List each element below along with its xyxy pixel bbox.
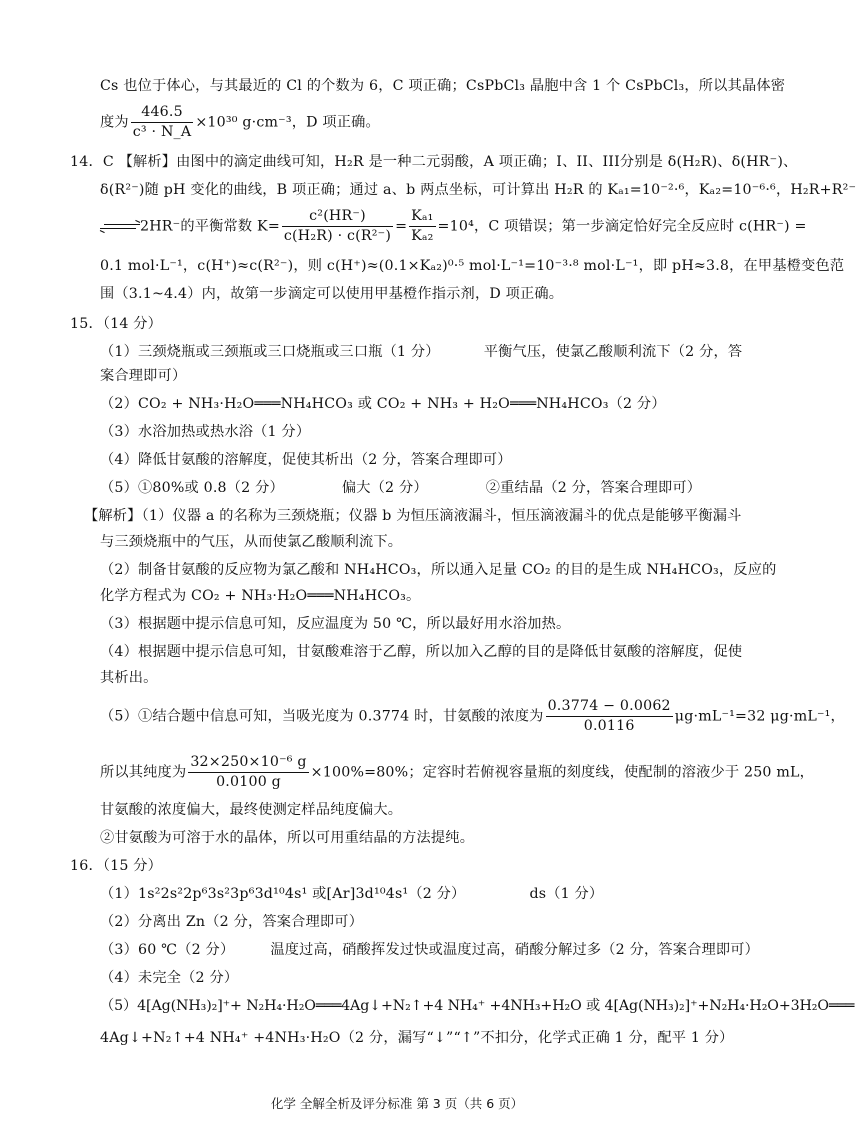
k-fraction xyxy=(282,208,393,245)
fraction-denominator: 0.0100 g xyxy=(216,774,281,790)
q14-line-2: δ(R²⁻)随 pH 变化的曲线，B 项正确；通过 a、b 两点坐标，可计算出 H₂R 的 Kₐ₁=10⁻²·⁶，Kₐ₂=10⁻⁶·⁶，H₂R+R²⁻ xyxy=(100,182,856,198)
ka-fraction xyxy=(409,208,435,245)
explanation-4-cont: 其析出。 xyxy=(100,670,158,686)
text-fragment: （3）60 ℃（2 分） xyxy=(100,942,235,958)
text-fragment: 温度过高，硝酸挥发过快或温度过高，硝酸分解过多（2 分，答案合理即可） xyxy=(270,942,760,958)
fraction-numerator: 446.5 xyxy=(131,104,194,123)
q14-line-5: 围（3.1~4.4）内，故第一步滴定可以使用甲基橙作指示剂，D 项正确。 xyxy=(100,286,564,302)
q16-answer-1 xyxy=(100,884,603,904)
explanation-2-cont: 化学方程式为 CO₂ + NH₃·H₂O═══NH₄HCO₃。 xyxy=(100,588,421,604)
text-fragment: ×100%=80%；定容时若俯视容量瓶的刻度线，使配制的溶液少于 250 mL， xyxy=(310,764,815,781)
explanation-5-c: 甘氨酸的浓度偏大，最终使测定样品纯度偏大。 xyxy=(100,802,403,818)
text-fragment: （5）①结合题中信息可知，当吸光度为 0.3774 时，甘氨酸的浓度为 xyxy=(100,708,544,725)
explanation-2: （2）制备甘氨酸的反应物为氯乙酸和 NH₄HCO₃，所以通入足量 CO₂ 的目的是生成 NH₄HCO₃，反应的 xyxy=(100,562,777,578)
text-fragment: = xyxy=(395,218,408,235)
explanation-3: （3）根据题中提示信息可知，反应温度为 50 ℃，所以最好用水浴加热。 xyxy=(100,616,571,632)
fraction-denominator: c(H₂R) · c(R²⁻) xyxy=(283,228,392,244)
fraction-numerator: c²(HR⁻) xyxy=(282,208,393,227)
q15-answer-2: （2）CO₂ + NH₃·H₂O═══NH₄HCO₃ 或 CO₂ + NH₃ + H₂O═══NH₄HCO₃（2 分） xyxy=(100,396,666,412)
explanation-1: 【解析】（1）仪器 a 的名称为三颈烧瓶；仪器 b 为恒压滴液漏斗，恒压滴液漏斗的优点是能够平衡漏斗 xyxy=(84,508,742,524)
text-fragment: ②重结晶（2 分，答案合理即可） xyxy=(485,480,702,496)
explanation-1-cont: 与三颈烧瓶中的气压，从而使氯乙酸顺利流下。 xyxy=(100,534,403,550)
fraction-denominator: Kₐ₂ xyxy=(411,228,434,244)
text-fragment: （5）①80%或 0.8（2 分） xyxy=(100,480,284,496)
fraction-denominator: 0.0116 xyxy=(583,718,635,734)
text-fragment: 平衡气压，使氯乙酸顺利流下（2 分，答 xyxy=(483,344,743,360)
purity-fraction xyxy=(188,754,308,791)
q15-answer-3: （3）水浴加热或热水浴（1 分） xyxy=(100,424,311,440)
text-fragment: 偏大（2 分） xyxy=(341,480,428,496)
text-fragment: 度为 xyxy=(100,114,129,131)
concentration-fraction xyxy=(546,698,673,735)
q16-answer-3 xyxy=(100,940,759,960)
q15-answer-1-cont: 案合理即可） xyxy=(100,368,187,384)
density-line xyxy=(100,104,380,141)
q16-heading: 16．（15 分） xyxy=(70,858,163,874)
q14-line-4: 0.1 mol·L⁻¹，c(H⁺)≈c(R²⁻)，则 c(H⁺)≈(0.1×Kₐ₂)⁰·⁵ mol·L⁻¹=10⁻³·⁸ mol·L⁻¹，即 pH≈3.8，在甲基橙变色范 xyxy=(100,258,845,274)
q16-answer-2: （2）分离出 Zn（2 分，答案合理即可） xyxy=(100,914,364,930)
page-footer: 化学 全解全析及评分标准 第 3 页（共 6 页） xyxy=(270,1096,524,1111)
explanation-5-a xyxy=(100,698,845,735)
text-fragment: =10⁴，C 项错误；第一步滴定恰好完全反应时 c(HR⁻) = xyxy=(437,218,807,235)
fraction-numerator: 0.3774 − 0.0062 xyxy=(546,698,673,717)
text-fragment: 所以其纯度为 xyxy=(100,764,187,781)
text-line: Cs 也位于体心，与其最近的 Cl 的个数为 6，C 项正确；CsPbCl₃ 晶胞中含 1 个 CsPbCl₃，所以其晶体密 xyxy=(100,78,786,94)
q14-line-1: 14．C 【解析】由图中的滴定曲线可知，H₂R 是一种二元弱酸，A 项正确；I、II、III分别是 δ(H₂R)、δ(HR⁻)、 xyxy=(70,154,798,170)
text-fragment: μg·mL⁻¹=32 μg·mL⁻¹， xyxy=(674,708,845,725)
q15-answer-5 xyxy=(100,478,701,498)
text-fragment: 2HR⁻的平衡常数 K= xyxy=(140,218,280,235)
explanation-5-b xyxy=(100,754,814,791)
q16-answer-4: （4）未完全（2 分） xyxy=(100,970,239,986)
explanation-4: （4）根据题中提示信息可知，甘氨酸难溶于乙醇，所以加入乙醇的目的是降低甘氨酸的溶解度，促使 xyxy=(100,644,743,660)
fraction-numerator: Kₐ₁ xyxy=(409,208,435,227)
text-fragment: （1）1s²2s²2p⁶3s²3p⁶3d¹⁰4s¹ 或[Ar]3d¹⁰4s¹（2 分） xyxy=(100,886,466,902)
density-fraction xyxy=(131,104,194,141)
text-fragment: （1）三颈烧瓶或三颈瓶或三口烧瓶或三口瓶（1 分） xyxy=(100,344,440,360)
q15-answer-4: （4）降低甘氨酸的溶解度，促使其析出（2 分，答案合理即可） xyxy=(100,452,512,468)
fraction-denominator: c³ · N_A xyxy=(132,124,192,140)
explanation-5-d: ②甘氨酸为可溶于水的晶体，所以可用重结晶的方法提纯。 xyxy=(100,830,475,846)
q15-answer-1 xyxy=(100,342,742,362)
q16-answer-5-cont: 4Ag↓+N₂↑+4 NH₄⁺ +4NH₃·H₂O（2 分，漏写“↓”“↑”不扣分，化学式正确 1 分，配平 1 分） xyxy=(100,1030,734,1046)
q15-heading: 15．（14 分） xyxy=(70,316,163,332)
text-fragment: ds（1 分） xyxy=(529,886,604,902)
q14-line-3 xyxy=(100,208,807,245)
text-fragment: ×10³⁰ g·cm⁻³，D 项正确。 xyxy=(195,114,380,131)
equilibrium-arrow-icon xyxy=(100,222,140,232)
fraction-numerator: 32×250×10⁻⁶ g xyxy=(188,754,308,773)
q16-answer-5: （5）4[Ag(NH₃)₂]⁺+ N₂H₄·H₂O═══4Ag↓+N₂↑+4 NH₄⁺ +4NH₃+H₂O 或 4[Ag(NH₃)₂]⁺+N₂H₄·H₂O+3H₂O═══ xyxy=(100,998,855,1014)
